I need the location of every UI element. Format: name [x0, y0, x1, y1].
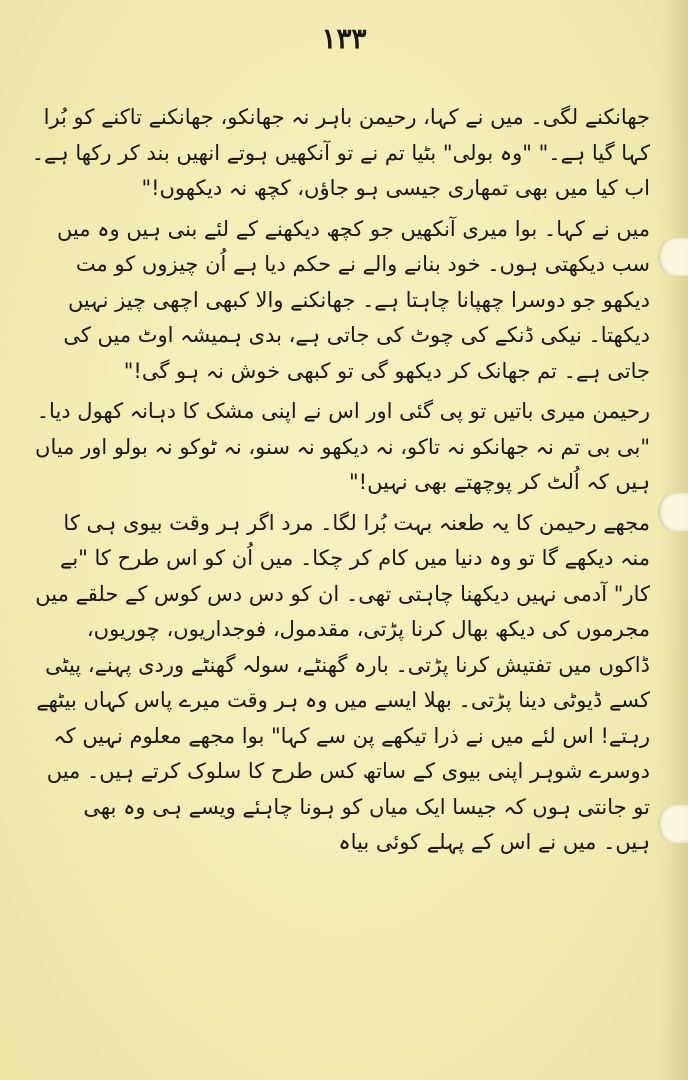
paragraph: مجھے رحیمن کا یہ طعنہ بہت بُرا لگا۔ مرد اگر ہر وقت بیوی ہی کا منہ دیکھے گا تو وہ دنیا میں کام کر چکا۔ میں اُن کو اس طرح کا "بے کار" آدمی نہیں دیکھنا چاہتی تھی۔ ان کو دس دس کوس کے حلقے میں مجرموں کی دیکھ بھال کرنا پڑتی، مقدمول، فوجداریوں، چوریوں، ڈاکوں میں تفتیش کرنا پڑتی۔ بارہ گھنٹے، سولہ گھنٹے وردی پہنے، پیٹی کسے ڈیوٹی دینا پڑتی۔ بھلا ایسے میں وہ ہر وقت میرے پاس کہاں بیٹھے رہتے! اس لئے میں نے ذرا تیکھے پن سے کہا" بوا مجھے معلوم نہیں کہ دوسرے شوہر اپنی بیوی کے ساتھ کس طرح کا سلوک کرتے ہیں۔ میں تو جانتی ہوں کہ جیسا ایک میاں کو ہونا چاہئے ویسے ہی وہ بھی ہیں۔ میں نے اس کے پہلے کوئی بیاہ [35, 510, 650, 854]
paragraph: میں نے کہا۔ بوا میری آنکھیں جو کچھ دیکھنے کے لئے بنی ہیں وہ میں سب دیکھتی ہوں۔ خود بنانے والے نے حکم دیا ہے اُن چیزوں کو مت دیکھو جو دوسرا چھپانا چاہتا ہے۔ جھانکنے والا کبھی اچھی چیز نہیں دیکھتا۔ نیکی ڈنکے کی چوٹ کی جاتی ہے، بدی ہمیشہ اوٹ میں کی جاتی ہے۔ تم جھانک کر دیکھو گی تو کبھی خوش نہ ہو گی!" [56, 216, 650, 383]
page-edge-shadow [660, 0, 688, 1080]
torn-edge-notch [658, 493, 688, 531]
page-number: ۱۳۳ [321, 22, 367, 55]
paragraph: رحیمن میری باتیں تو پی گئی اور اس نے اپنی مشک کا دہانہ کھول دیا۔ "بی بی تم نہ جھانکو نہ تاکو، نہ دیکھو نہ سنو، نہ ٹوکو نہ بولو اور میاں ہیں کہ اُلٹ کر پوچھتے بھی نہیں!" [35, 399, 650, 494]
torn-edge-notch [658, 238, 688, 276]
paragraph: جھانکنے لگی۔ میں نے کہا، رحیمن باہر نہ جھانکو، جھانکنے تاکنے کو بُرا کہا گیا ہے۔" "وہ بولی" بٹیا تم نے تو آنکھیں ہوتے انھیں بند کر رکھا ہے۔ اب کیا میں بھی تمھاری جیسی ہو جاؤں، کچھ نہ دیکھوں!" [31, 105, 650, 200]
torn-edge-notch [658, 805, 688, 843]
body-text [30, 100, 650, 866]
